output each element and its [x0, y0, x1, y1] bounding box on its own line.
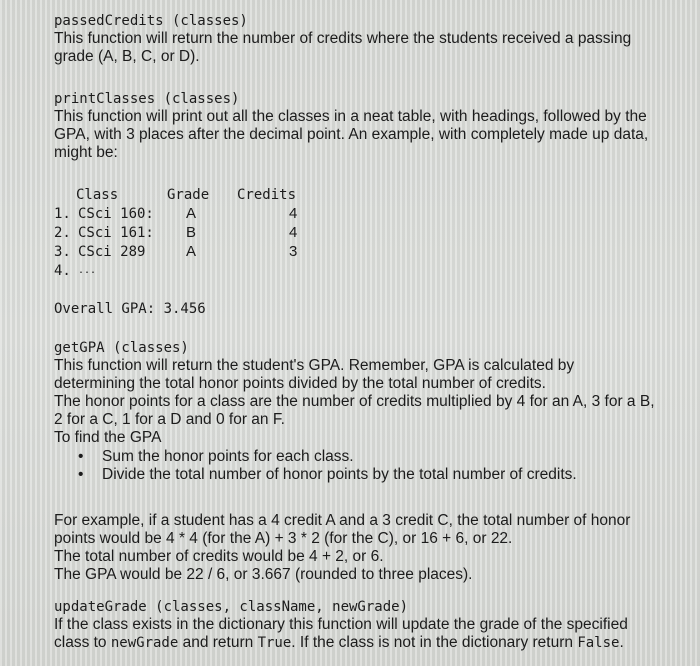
gpa-example — [54, 512, 684, 584]
text-span: class to — [54, 634, 111, 651]
function-description: This function will print out all the classes in a neat table, with headings, followed by the GPA, with 3 places after the decimal point. An example, with completely made up data, might be: — [54, 108, 649, 161]
row-class: CSci 161: — [78, 225, 154, 241]
example-line: The GPA would be 22 / 6, or 3.667 (rounded to three places). — [54, 566, 473, 583]
row-credits: 3 — [289, 243, 298, 260]
description-line — [54, 634, 684, 652]
example-line: The total number of credits would be 4 + 2, or 6. — [54, 548, 384, 565]
list-item-text: Divide the total number of honor points by the total number of credits. — [102, 466, 577, 483]
header-credits: Credits — [237, 187, 297, 203]
row-grade: A — [186, 243, 197, 260]
row-class: ... — [78, 265, 97, 276]
code-newgrade: newGrade — [110, 635, 179, 651]
row-number: 1. — [54, 206, 71, 222]
text-span: and return — [178, 634, 258, 651]
example-line: points would be 4 * 4 (for the A) + 3 * 2 (for the C), or 16 + 6, or 22. — [54, 530, 513, 547]
function-signature: getGPA (classes) — [54, 340, 189, 356]
header-grade: Grade — [167, 187, 210, 203]
code-false: False — [577, 635, 620, 651]
example-line: For example, if a student has a 4 credit A and a 3 credit C, the total number of honor — [54, 512, 631, 529]
function-signature: updateGrade (classes, className, newGrade) — [54, 599, 409, 615]
row-grade: A — [186, 205, 197, 222]
row-credits: 4 — [289, 224, 298, 241]
list-item — [54, 448, 684, 466]
row-number: 2. — [54, 225, 71, 241]
bullet-icon: • — [78, 466, 84, 483]
description-line: This function will return the student's GPA. Remember, GPA is calculated by — [54, 357, 575, 374]
row-class: CSci 160: — [78, 206, 154, 222]
print-classes-section — [54, 90, 684, 162]
bullet-icon: • — [78, 448, 84, 465]
description-line: 2 for a C, 1 for a D and 0 for an F. — [54, 411, 285, 428]
code-true: True — [257, 635, 292, 651]
description-line: The honor points for a class are the number of credits multiplied by 4 for an A, 3 for a B, — [54, 393, 655, 410]
text-span: . If the class is not in the dictionary return — [291, 634, 578, 651]
function-signature: printClasses (classes) — [54, 91, 240, 107]
description-line: To find the GPA — [54, 429, 162, 446]
text-span: . — [619, 634, 624, 651]
row-class: CSci 289 — [78, 244, 146, 260]
row-grade: B — [186, 224, 197, 241]
function-signature: passedCredits (classes) — [54, 13, 248, 29]
row-number: 3. — [54, 244, 71, 260]
description-line: determining the total honor points divided by the total number of credits. — [54, 375, 546, 392]
overall-gpa: Overall GPA: 3.456 — [54, 301, 206, 317]
update-grade-section — [54, 598, 684, 652]
passed-credits-section — [54, 12, 684, 66]
header-class: Class — [76, 187, 119, 203]
row-number: 4. — [54, 263, 71, 279]
steps-list — [54, 448, 684, 484]
list-item — [54, 466, 684, 484]
description-line: If the class exists in the dictionary this function will update the grade of the specified — [54, 616, 628, 633]
function-description: This function will return the number of credits where the students received a passing grade (A, B, C, or D). — [54, 30, 632, 65]
row-credits: 4 — [289, 205, 298, 222]
list-item-text: Sum the honor points for each class. — [102, 448, 354, 465]
get-gpa-section — [54, 339, 684, 484]
